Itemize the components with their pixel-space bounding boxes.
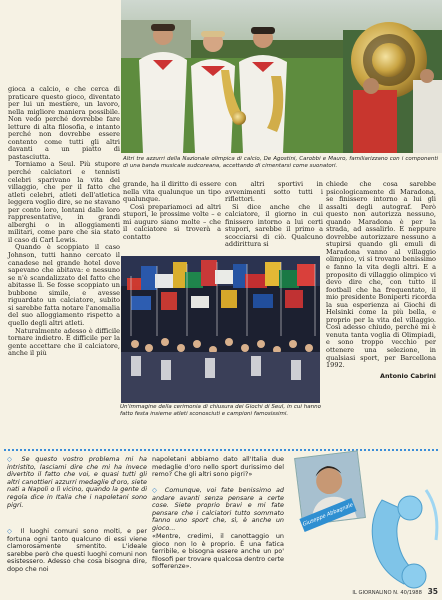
reader-letter-2 — [152, 487, 284, 533]
telephone-icon — [364, 480, 442, 590]
ceremony-photo-caption: Un'immagine della cerimonia di chiusura dei Giochi di Seul, in cui hanno fatto festa insieme atleti sconosciuti e campioni famosissimi. — [120, 404, 321, 417]
answer-3 — [152, 533, 284, 571]
author-signature: Antonio Cabrini — [380, 371, 436, 380]
paragraph: Naturalmente adesso è difficile tornare indietro. È difficile per la gente accettare che il calciatore, anche il più — [8, 326, 120, 358]
answer-2 — [152, 456, 284, 479]
answer-text: «Mentre, credimi, il canottaggio un gioco non lo è proprio. È una fatica terribile, e bisogna essere anche un po' filosofi per trovare qualcosa dentro certe sofferenze». — [152, 532, 284, 571]
letter-text: Comunque, voi fate benissimo ad andare avanti senza pensare a certe cose. Siete proprio bravi e mi fate pensare che i calciatori tutto sommato fanno uno sport che, sì, è anche un gioco... — [152, 486, 284, 532]
paragraph: gioca a calcio, e che cerca di praticare questo gioco, diventato per lui un mestiere, un lavoro, nella migliore maniera possibile. Non vedo perché dovrebbe fare letture di alta filosofia, e intanto perché non dovrebbe essere contento come tutti gli altri davanti a un piatto di pastasciutta. — [8, 85, 120, 161]
letter-text: Se questo vostro problema mi ha intristito, lasciami dire che mi ha invece divertito il fatto che voi, e quasi tutti gli altri canottieri azzurri medaglie d'oro, siete nati a Napoli o lì vicino, quando la gente di regola dice in Italia che i napoletani sono pigri. — [7, 455, 147, 509]
reader-letter-1 — [7, 456, 147, 509]
paragraph: grande, ha il diritto di essere nella vita qualunque un tipo qualunque. — [123, 180, 221, 204]
article-column-2 — [123, 181, 221, 241]
flags-crowd-illustration — [121, 256, 320, 403]
magazine-issue: IL GIORNALINO N. 40/1988 — [352, 590, 422, 596]
paragraph: Torniamo a Seul. Più stupore perché calciatori e tennisti celebri sparivano la vita del villaggio, che per il fatto che atleti celebri, atleti dell'atletica leggera voglio dire, se ne stavano per conto loro, lontani dalle loro rappresentative, in grandi alberghi o in alloggiamenti militari, come pare che sia stato il caso di Carl Lewis. — [8, 160, 120, 244]
paragraph: Si dice anche che il calciatore, il giorno in cui finissero intorno a lui certi stupori, sarebbe il primo a scocciarsi di ciò. Qualcuno addirittura si — [225, 202, 323, 249]
page-number: 35 — [427, 587, 438, 596]
paragraph: Così prepariamoci ad altri stupori, le prossime volte – e mi auguro siano molte – che il calciatore si troverà a contatto — [123, 202, 221, 241]
article-column-3 — [225, 181, 323, 249]
paragraph: chiede che cosa sarebbe psicologicamente di Maradona, se finissero intorno a lui gli assalti degli autograf. Però questo non autorizza nessuno, quando Maradona è per la strada, ad assalirlo. E neppure dovrebbe autorizzare nessuno a stupirsi quando gli emuli di Maradona vanno al villaggio olimpico, vi si trovano benissimo e fanno la vita degli altri. E a proposito di villaggio olimpico vi devo dire che, con tutto il football che ha frequentato, il mio presidente Boniperti ricorda la sua esperienza ai Giochi di Helsinki come la più bella, e proprio per la vita del villaggio. Così adesso chiudo, perché mi è venuta tanta voglia di Olimpiadi, e sono troppo vecchio per ottenere una selezione, in qualsiasi sport, per Barcellona 1992. — [326, 180, 436, 370]
answer-text: napoletani abbiamo dato all'Italia due medaglie d'oro nello sport durissimo del remo? Che gli altri sono pigri?» — [152, 455, 284, 479]
diamond-icon: ◇ — [7, 455, 22, 463]
band-photo-illustration — [121, 0, 442, 153]
answer-1 — [7, 528, 147, 574]
page-footer — [330, 587, 438, 596]
diamond-icon: ◇ — [152, 486, 165, 494]
answer-text: Il luoghi comuni sono molti, e per fortuna ogni tanto qualcuno di essi viene clamorosamente smentito. L'ideale sarebbe però che questi luoghi comuni non esistessero. Adesso che cosa bisogna dire, dopo che noi — [7, 527, 148, 573]
diamond-icon: ◇ — [7, 527, 21, 535]
top-photo — [121, 0, 442, 153]
top-photo-caption: Altri tre azzurri della Nazionale olimpica di calcio, De Agostini, Carobbi e Mauro, familiarizzano con i componenti di una banda musicale sudcoreana, accettando di cimentarsi come suonatori. — [123, 156, 438, 169]
paragraph: Quando è scoppiato il caso Johnson, tutti hanno cercato il canadese nel grande hotel dove sapevano che abitava: e nessuno se n'è scandalizzato del fatto che abitasse lì. Se fosse scoppiato un bubbone simile, e avesse riguardato un calciatore, subito si sarebbe fatta notare l'anomalia del suo alloggiamento rispetto a quello degli altri atleti. — [8, 243, 120, 327]
paragraph: con altri sportivi in avvenimenti sotto tutti i riflettori. — [225, 180, 323, 204]
article-column-1 — [8, 86, 120, 358]
ceremony-photo — [121, 256, 320, 403]
portrait-name: Giuseppe Abbagnale — [301, 502, 355, 528]
dotted-divider — [4, 449, 438, 451]
article-column-4 — [326, 181, 436, 380]
